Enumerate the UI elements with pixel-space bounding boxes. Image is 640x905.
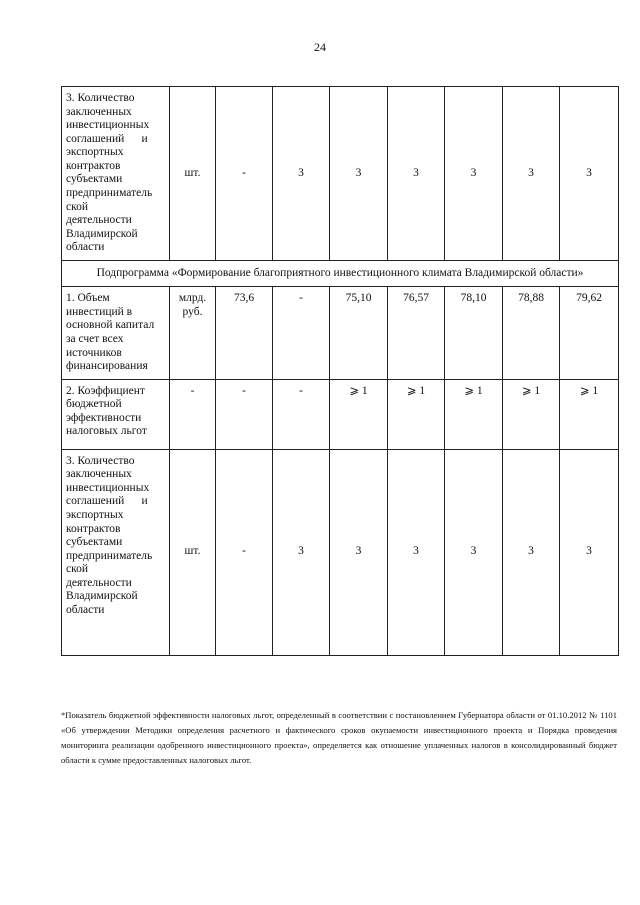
value-cell: 3 [388, 449, 445, 655]
value-cell: 78,88 [503, 287, 560, 379]
footnote: *Показатель бюджетной эффективности налоговых льгот, определенный в соответствии с постановлением Губернатора области от 01.10.2012 № 1101 «Об утверждении Методики определения расчетного и фактического сроков окупаемости инвестиционного проекта и Порядка проведения мониторинга реализации одобренного инвестиционного проекта», определяется как отношение уплаченных налогов в консолидированный бюджет области к сумме предоставленных налоговых льгот. [61, 710, 617, 766]
value-cell: 79,62 [560, 287, 619, 379]
value-cell: 3 [560, 87, 619, 261]
value-cell: ⩾ 1 [388, 379, 445, 449]
value-cell: 75,10 [330, 287, 388, 379]
value-cell: - [273, 287, 330, 379]
value-cell: 3 [503, 449, 560, 655]
value-cell: 3 [560, 449, 619, 655]
value-cell: ⩾ 1 [445, 379, 503, 449]
indicators-table [61, 86, 619, 656]
indicator-name-cell: 3. Количество заключенных инвестиционных соглашений и экспортных контрактов субъектами предприниматель ской деятельности Владимирской области [62, 449, 170, 655]
table-row [62, 379, 619, 449]
value-cell: - [273, 379, 330, 449]
value-cell: 3 [445, 449, 503, 655]
table-row [62, 87, 619, 261]
value-cell: - [216, 379, 273, 449]
table-row [62, 287, 619, 379]
subprogram-title: Подпрограмма «Формирование благоприятного инвестиционного климата Владимирской области» [62, 260, 619, 287]
value-cell: 3 [273, 87, 330, 261]
value-cell: - [216, 87, 273, 261]
value-cell: 3 [445, 87, 503, 261]
indicator-name-cell: 1. Объем инвестиций в основной капитал за счет всех источников финансирования [62, 287, 170, 379]
indicator-name-cell: 3. Количество заключенных инвестиционных соглашений и экспортных контрактов субъектами предприниматель ской деятельности Владимирской области [62, 87, 170, 261]
unit-cell: шт. [170, 87, 216, 261]
value-cell: - [216, 449, 273, 655]
indicator-name-cell: 2. Коэффициент бюджетной эффективности налоговых льгот [62, 379, 170, 449]
value-cell: 73,6 [216, 287, 273, 379]
page-number: 24 [314, 40, 326, 54]
unit-cell: шт. [170, 449, 216, 655]
subprogram-row [62, 260, 619, 287]
value-cell: ⩾ 1 [503, 379, 560, 449]
value-cell: 3 [388, 87, 445, 261]
value-cell: 3 [330, 87, 388, 261]
value-cell: 3 [273, 449, 330, 655]
value-cell: 78,10 [445, 287, 503, 379]
unit-cell: - [170, 379, 216, 449]
value-cell: 3 [330, 449, 388, 655]
value-cell: ⩾ 1 [330, 379, 388, 449]
unit-cell: млрд. руб. [170, 287, 216, 379]
table-row [62, 449, 619, 655]
value-cell: 3 [503, 87, 560, 261]
value-cell: ⩾ 1 [560, 379, 619, 449]
value-cell: 76,57 [388, 287, 445, 379]
